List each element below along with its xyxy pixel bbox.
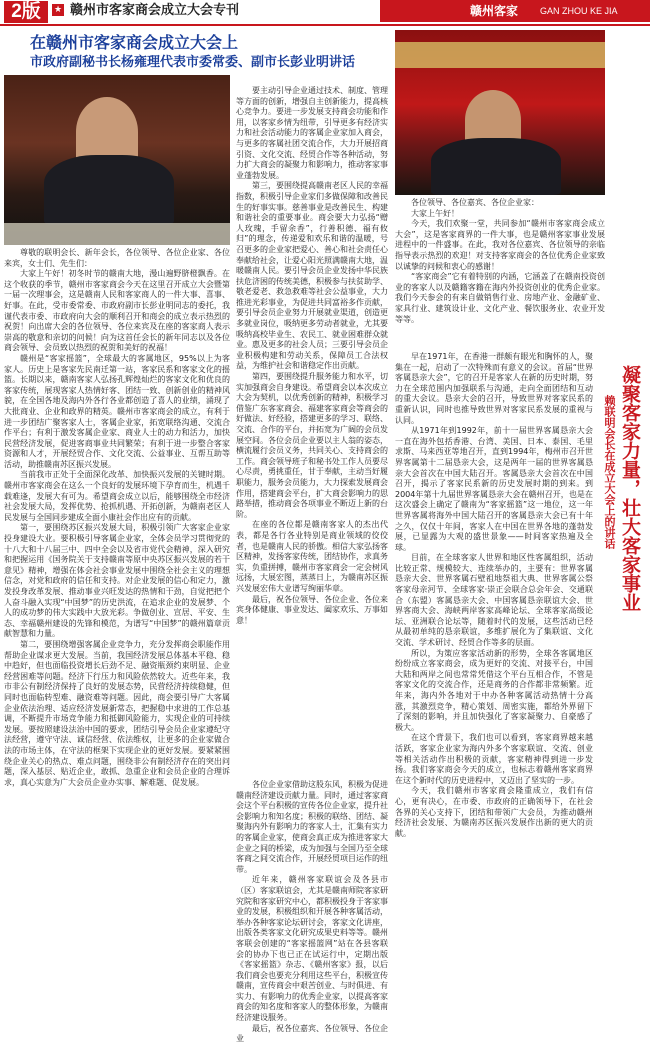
article-column-3	[395, 198, 605, 346]
paragraph: 各位企业家借助这股东风，积极为促进赣南经济建设贡献力量。同时，通过客家商会这个平台积极的宣传各位企业家，提升社会影响力和知名度；积极的联络、团结、凝聚海内外有影响力的客家人士，汇集有实力的客属企业家，使商会真正成为推进客家大企业之间的桥梁，成为加强与全国乃至全球客商之间交流合作，开展经贸项目运作的纽带。	[236, 780, 388, 874]
speaker-photo-icon	[44, 155, 174, 225]
paragraph: 在座的各位都是赣南客家人的杰出代表，都是各行各业特别是商业领域的佼佼者，也是赣南人民的骄傲。相信大家弘扬客区精神，发扬客家传统，团结协作，求真务实，负重拼搏，赣州市客家商会一定会树风远扬，大展宏图，蒸蒸日上，为赣南苏区振兴发展宏伟大业谱写绚丽华章。	[236, 520, 388, 593]
paragraph: 早在1971年，在香港一群颇有眼光和胸怀的人，聚集在一起，启动了一次特殊而有意义的会议。首届“世界客属恳亲大会”，它的召开是客家人在新的历史时期，努力在全球范围内加强联系与沟通，走向全面团结和互动的重大会议。恳亲大会的召开，导致世界对客家民系的重新认识，同时也推导致世界对客家民系发展的重视与认同。	[395, 352, 593, 425]
paragraph: 各位领导、各位嘉宾、各位企业家：	[411, 198, 539, 207]
paragraph: 最后，祝各位嘉宾、各位领导、各位企业	[236, 1023, 388, 1044]
article-column-4	[395, 352, 593, 981]
paragraph: 在这个背景下，我们也可以看到，客家商界越来越活跃，客家企业家为海内外多个客家联谊、交流、创业等相关活动作出积极的贡献，客家精神得到进一步发扬。我们客家商会今天的成立，也标志着赣州客家商界在这个新时代的历史进程中，又迈出了坚实的一步。	[395, 733, 593, 785]
page-number: 2版	[4, 1, 48, 23]
paragraph: 大家上午好！	[411, 208, 459, 218]
speaker-photo-right	[395, 30, 605, 195]
paragraph: 大家上午好！初冬时节的赣南大地，漫山遍野脐橙飘香。在这个收获的季节，赣州市客家商会今天在这里召开成立大会暨第一届一次理事会，这是赣南人民和客家商人的一件大事、喜事、好事。在此，受市委常委、市政府副市长彭业明同志的委托，我谨代表市委、市政府向大会的顺利召开和商会的成立表示热烈的祝贺！向出席大会的各位领导、各位来宾及在座的客家商人表示崇高的敬意和亲切的问候！向为这首任会长的新年同志以及各位商会领导、会员致以热烈的祝贺和美好的祝福！	[4, 269, 230, 353]
brand-english: GAN ZHOU KE JIA	[540, 6, 618, 16]
subheadline: 市政府副秘书长杨雍理代表市委常委、副市长彭业明讲话	[30, 55, 356, 70]
paragraph: 今天，我们欢聚一堂，共同参加“赣州市客家商会成立大会”，这是客家商界的一件大事，也是赣州客家事业发展进程中的一件盛事。在此，我对各位嘉宾、各位领导的亲临指导表示热烈的欢迎！对支持客家商会的各位优秀企业家致以诚挚的问候和衷心的感谢！	[395, 219, 605, 271]
paragraph: 目前，在全球客家人世界和地区性客属组织，活动比较正常、规模较大、连续举办的，主要有：世界客属恳亲大会、世界客属石壁祖地祭祖大典、世界客属公祭客家母亲河节、全球客家·崇正会联合总会年会、交通联合（东盟）客属恳亲大会、中国客属恳亲联谊大会、世界客商大会、海峡两岸客家高峰论坛、全球客家高级论坛、亚洲联合论坛等，随着时代的发展，这些活动已经从最初单纯的恳亲联谊，多维扩展化为了集联谊、文化交流、学术研讨、经贸合作等多的层面。	[395, 553, 593, 648]
vertical-headline-main: 凝聚客家力量，壮大客家事业	[619, 365, 641, 612]
vertical-headline	[600, 365, 646, 925]
paragraph: 第一，要围绕苏区振兴发展大局，积极引领广大客家企业家投身建设大业。要积极引导客属企业家，全体会员学习贯彻党的十八大和十八届三中、四中全会以及省市党代会精神，深入研究和把握运用《国务院关于支持赣南等原中央苏区振兴发展的若干意见》精神，增强在体会社会事业发展中围绕全社会主义的理想信念，对党和政府的信任和支持。对企业发展的信心和定力，激发投身改革发展、推动事业兴旺发达的热情和干劲，自觉把把个人奋斗融入实现“中国梦”的历史洪流，在追求企业的发展梦、个人的成功梦的伟大实践中大放光彩。争做创业、宣居、平安、生态、幸福赣州建设的先锋和模范，为谱写“中国梦”的赣州篇章贡献智慧和力量。	[4, 523, 230, 639]
paragraph: 最后，祝各位领导、各位企业、各位来宾身体健康、事业发达、阖家欢乐、万事如意！	[236, 594, 388, 625]
paragraph: 近年来，赣州客家联谊会及各县市（区）客家联谊会，尤其是赣南师院客家研究院和客家研究中心，都积极投身于客家事业的发展，积极组织和开展各种客属活动，举办各种客家论坛研讨会，客家文化讲座，出版各类客家文化研究成果史料等等。赣州客联会创建的“客家摇篮网”站在各县客联会的协办下也已正在试运行中，定期出版《客家摇篮》杂志、《赣州客家》报，以后我们商会也要充分利用这些平台，积极宣传赣南，宣传商会中艰苦创业、与时俱进、有实力、有影响力的优秀企业家，以提高客家商会的知名度和客家人的整体形象，为赣南经济建设服务。	[236, 875, 388, 1023]
nameplate	[4, 223, 230, 245]
paragraph: 从1971年到1992年，前十一届世界客属恳亲大会一直在海外包括香港、台湾、美国、日本、泰国、毛里求斯、马来西亚等地召开，直到1994年，梅州市召开世界客属第十二届恳亲大会，这是两年一届的世界客属恳亲大会首次在中国大陆召开。客属恳亲大会首次在中国召开，揭示了客家民系新的历史发展时期的到来。到2004年第十九届世界客属恳亲大会在赣州召开，也是在这次盛会上确定了赣南为“客家摇篮”这一地位，这一年世界客属将海外中国大陆召开的客属恳亲大会已有十年之久，仅仅十年间，客家人在中国在世界各地的蓬勃发展，已显露为大观的盛世景象——时间客家热遍及全球。	[395, 426, 593, 552]
article-column-5	[236, 780, 388, 1044]
speaker-photo-icon	[431, 138, 561, 195]
vertical-headline-sub: 赖联明会长在成立大会上的讲话	[603, 395, 616, 549]
paragraph: “客家商会”它有着特别的内涵，它涵盖了在赣南投资创业的客家人以及赣籍客籍在海内外投资创业的优秀企业家。我们今天参会的有来自做销售行业、房地产业、金融矿业、家具行业、建筑设计业、文化产业、餐饮服务业、农业开发等等。	[395, 272, 605, 324]
paragraph: 今天，我们赣州市客家商会隆重成立，我们有信心，更有决心，在市委、市政府的正确领导下，在社会各界的关心支持下，团结和带领广大会员，为推动赣州经济社会发展、为赣南苏区振兴发展作出新的更大的贡献。	[395, 786, 593, 838]
article-column-1	[4, 248, 230, 981]
paragraph: 第二，要围绕增强客属企业竞争力，充分发挥商会职能作用帮助企业谋求更大发展。当前，我国经济发展总体基本平稳、稳中趋好，但也面临投资增长后劲不足、融资瓶颈约束明显、企业经营困难等问题。经济下行压力和风险依然较大。近些年来，我市非公有制经济保持了良好的发展态势，民营经济持续稳健，但同时也面临转型难、融资难等问题。因此，商会要引导广大客属企业依法治理、适应经济发展新常态，把握稳中求进的工作总基调，不断提升市场竞争能力和抵御风险能力，实现企业的可持续发展。要按照建设法治中国的要求，团结引导会员企业家遵纪守法经营，遵守守法、诚信经营、依法维权，让更多的企业家做合法的市场主体，在守法的框架下实现企业的更好发展。要紧紧围绕企业关心的热点、难点问题，围绕非公有制经济存在的突出问题，深入基层、贴近企业，敢抓、急重企业和会员企业的合理诉求，真心实意为广大会员企业办实事、解难题、促发展。	[4, 639, 230, 787]
paragraph: 赣州是“客家摇篮”，全球最大的客属地区，95%以上为客家人。历史上是客家先民南迁第一站，客家民系和客家文化的摇篮。长期以来，赣南客家人弘扬孔辉煌灿烂的客家文化和优良的客家传统，展现客家人热情好客、团结一致、创新创业的精神风貌，在全国各地及海内外各行各业都创造了喜人的业绩，涌现了大批商业、企业和政界的精英。赣州市客家商会的成立，有利于进一步团结广聚客家人士，客属企业家，拓宽联络沟通、交流合作平台；有利于激发客属企业家、商业人士的动力和活力，加快民营经济发展，促进客商事业共同繁荣；有利于进一步整合客家资源和人才，开展经贸合作、文化交流、公益事业、互帮互助等活动，助推赣南苏区振兴发展。	[4, 353, 230, 469]
issue-title: 赣州市客家商会成立大会专刊	[70, 3, 240, 18]
headline: 在赣州市客家商会成立大会上	[30, 33, 239, 52]
paragraph: 所以，为策应客家活动新的形势，全球各客属地区纷纷成立客家商会，成为更好的交流、对接平台，中国大陆和两岸之间也常常凭借这个平台互相合作，不管是客家文化的交流合作，还是商务的合作都非常频繁。近年来，海内外各地对于中办各种客属活动热情十分高涨，其激烈竞争，精心策划、周密实施，都给外界留下了深刻的影响，并且加快强化了客家凝聚力、自豪感了极大。	[395, 648, 593, 732]
paragraph: 要主动引导企业通过技术、制度、管理等方面的创新，增强自主创新能力，提高核心竞争力。要进一步发展支持商会功能和作用，以客家乡情为纽带，引导更多有经济实力和社会活动能力的客属企业家加入商会，与更多的客属社团交流合作，大力开展招商引资、文化交流、经贸合作等各种活动，努力扩大商会的凝聚力和影响力，推动客家事业蓬勃发展。	[236, 86, 388, 180]
brand-name: 赣州客家	[470, 4, 519, 18]
stage-banner	[395, 42, 605, 68]
speaker-photo-left	[4, 75, 230, 245]
paragraph: 第三，要围绕提高赣南老区人民的幸福指数，积极引导企业家们多做保障和改善民生的好事实事。慈善事业是改善民生、构建和谐社会的重要事业。商会要大力弘扬“赠人玫瑰，手留余香”，行善积德、福有攸归”的理念，传递爱和欢乐和谐的温暖，号召更多的企业家把爱心、善心和社会责任心奉献给社会，让爱心阳光照满赣南大地，温暖赣南人民。要引导会员企业发扬中华民族扶危济困的传统美德，积极参与扶贫助学、敬老爱老、救急救难等社会公益事业，大力推进光彩事业，为促进共同富裕多作贡献，要引导会员企业努力开展就业渠道，创造更多就业岗位，吸纳更多劳动者就业，尤其要吸纳高校毕业生、农民工、就业困难群众就业。惠及更多的社会人员；三要引导会员企业积极构建和劳动关系，保障员工合法权益，为维护社会和谐稳定作出贡献。	[236, 181, 388, 371]
paragraph: 尊敬的联明会长、新年会长，各位领导、各位企业家、各位来宾，女士们、先生们：	[4, 248, 230, 268]
star-icon: ★	[53, 5, 63, 15]
paragraph: 第四，要围绕提升服务能力和水平，切实加强商会自身建设。希望商会以本次成立大会为契机，以优秀创新的精神，积极学习借鉴广东客家商会、福建客家商会等商会的好做法、好经验，搭建更多的学习、联络、交流、合作的平台，并拓宽为广阔的会员发展空间。各位会员企业要以主人翁的姿态，横流履行会员义务，共同关心、支持商会的工作。商会领导班子和秘书处工作人员要尽心尽责，勇挑重任，甘于奉献，主动当好履职能力，服务会员能力，大力探索发展商会作用，搭建商会平台，扩大商会影响力的思路举措，推动商会各项事业不断迈上新的台阶。	[236, 372, 388, 519]
header-divider	[0, 24, 650, 26]
paragraph: 当前我市正处于全面深化改革、加快振兴发展的关键时期。赣州市客家商会在这么一个良好的发展环境下孕育而生，机遇千载难逢，发展大有可为。希望商会成立以后，能够围绕全市经济社会发展大局，发挥优势、抢抓机遇、开拓创新，为赣南老区人民发展与全国同步建成全面小康社会作出应有的贡献。	[4, 470, 230, 522]
